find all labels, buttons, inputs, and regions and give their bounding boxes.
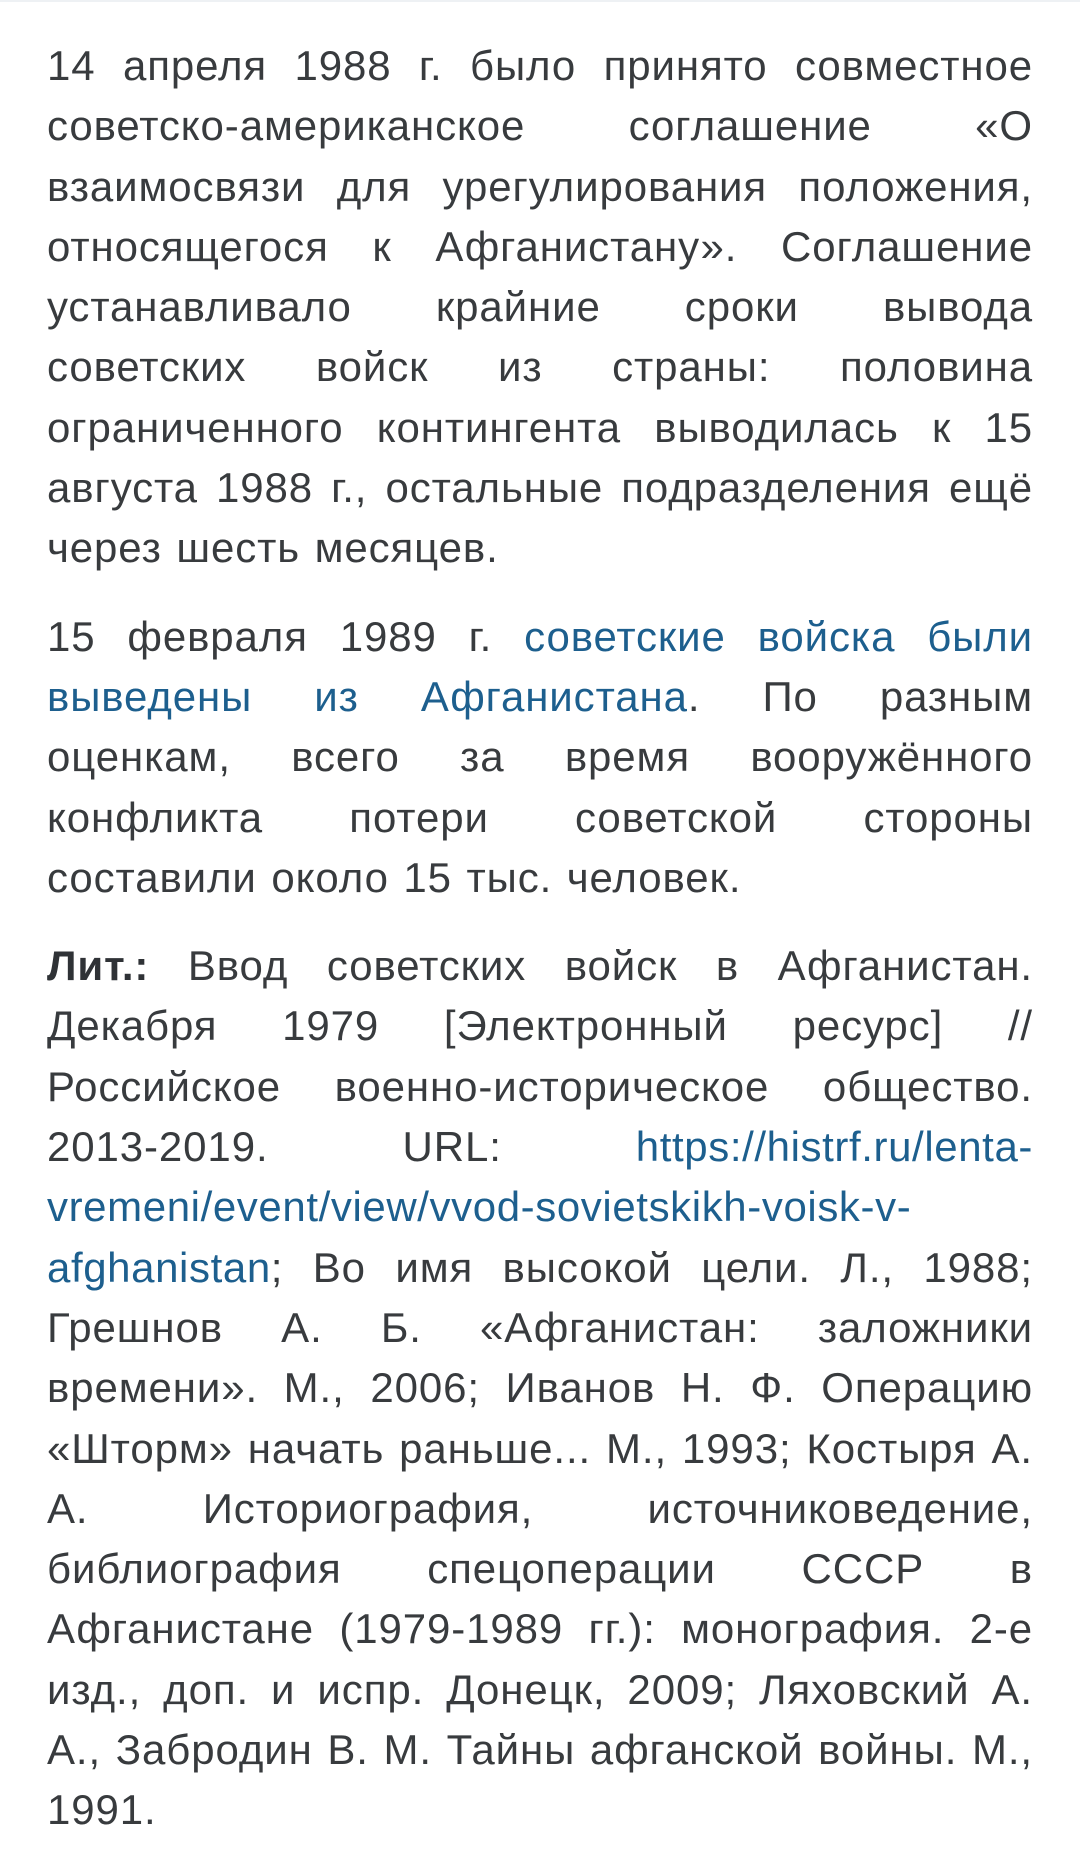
literature-label: Лит.: <box>47 942 150 990</box>
literature-paragraph <box>47 936 1033 1840</box>
paragraph-agreement-text: 14 апреля 1988 г. было принято совместное советско-американское соглашение «О взаимосвязи для урегулирования положения, относящегося к Афганистану». Соглашение устанавливало крайние сроки вывода советских войск из страны: половина ограниченного контингента выводилась к 15 августа 1988 г., остальные подразделения ещё через шесть месяцев. <box>47 42 1033 572</box>
histrf-url-link[interactable]: https://histrf.ru/lenta-vremeni/event/view/vvod-sovietskikh-voisk-v-afghanistan <box>47 1123 1033 1291</box>
paragraph-agreement <box>47 36 1033 579</box>
paragraph-withdrawal <box>47 607 1033 908</box>
paragraph-withdrawal-intro: 15 февраля 1989 г. <box>47 612 525 660</box>
article-body <box>47 36 1033 1869</box>
withdrawal-link[interactable]: советские войска были выведены из Афганистана <box>47 612 1034 720</box>
literature-sources-start: Ввод советских войск в Афганистан. Декабря 1979 [Электронный ресурс] // Российское военно-историческое общество. 2013-2019. URL: <box>47 942 1033 1171</box>
top-divider <box>0 0 1080 2</box>
paragraph-withdrawal-rest: . По разным оценкам, всего за время вооружённого конфликта потери советской стороны составили около 15 тыс. человек. <box>47 672 1033 901</box>
literature-sources-rest: ; Во имя высокой цели. Л., 1988; Грешнов А. Б. «Афганистан: заложники времени». М., 2006; Иванов Н. Ф. Операцию «Шторм» начать раньше... М., 1993; Костыря А. А. Историография, источниковедение, библиография спецоперации СССР в Афганистане (1979-1989 гг.): монография. 2-е изд., доп. и испр. Донецк, 2009; Ляховский А. А., Забродин В. М. Тайны афганской войны. М., 1991. <box>47 1243 1033 1834</box>
